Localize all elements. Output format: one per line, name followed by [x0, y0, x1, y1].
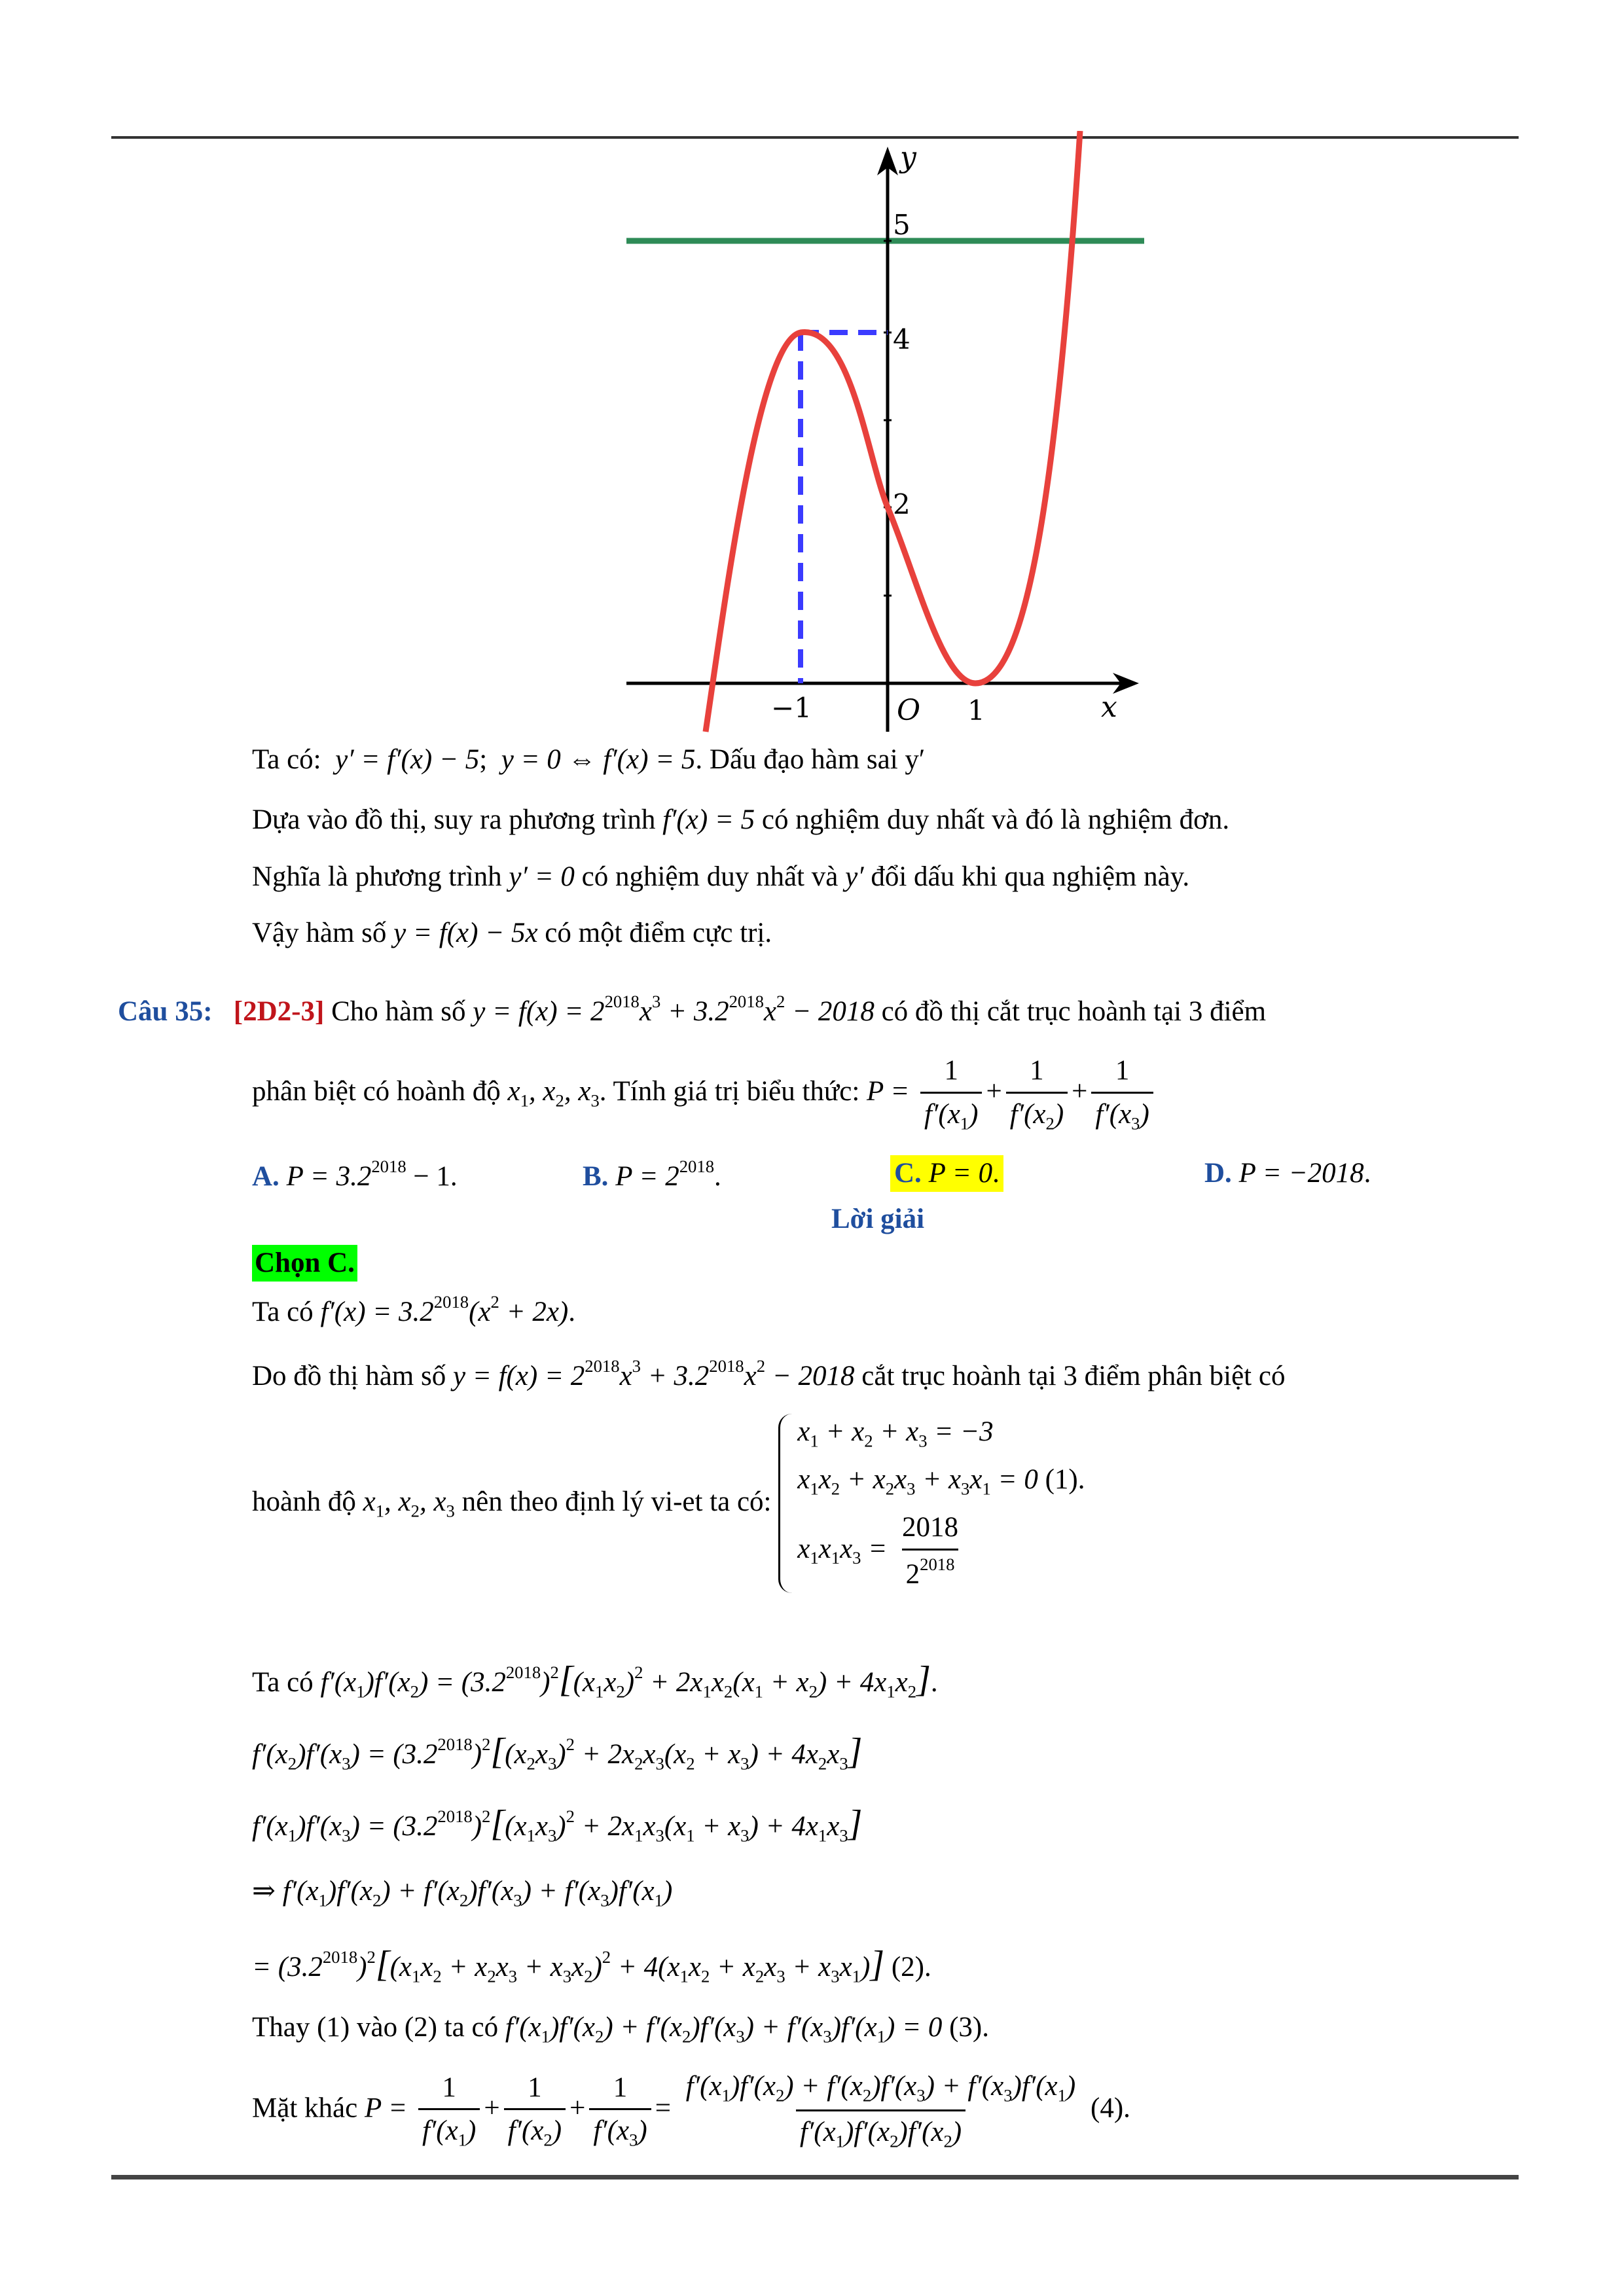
sol35-derivative: Ta có $f'(x) = 3.2^{2018}(x^2 + 2x)$. — [252, 1292, 575, 1327]
tick-label-minus1: −1 — [771, 692, 812, 724]
option-b[interactable]: B. $P = 2^{2018}$. — [583, 1157, 721, 1192]
sol35-product-12: Ta có $f'(x_1)f'(x_2) = (3.2^{2018})^2[(x_1x_2)^2 + 2x_1x_2(x_1 + x_2) + 4x_1x_2]$. — [252, 1659, 938, 1702]
option-a[interactable]: A. $P = 3.2^{2018} - 1$. — [252, 1157, 458, 1192]
question-tag: [2D2-3] — [233, 996, 325, 1027]
sol35-substitution: Thay (1) vào (2) ta có $f'(x_1)f'(x_2) + f'(x_2)f'(x_3) + f'(x_3)f'(x_1) = 0$ (3). — [252, 2012, 989, 2047]
option-c[interactable]: C. P = 0. — [890, 1155, 1003, 1192]
function-graph — [615, 131, 1165, 740]
sol35-product-13: $f'(x_1)f'(x_3) = (3.2^{2018})^2[(x_1x_3)^2 + 2x_1x_3(x_1 + x_3) + 4x_1x_3]$ — [252, 1803, 863, 1846]
y-axis-label: y — [900, 141, 916, 174]
sol34-line4: Vậy hàm số y = f(x) − 5x có một điểm cực trị. — [252, 918, 772, 948]
x-axis-label: x — [1101, 691, 1117, 724]
sol35-sum-lhs: ⇒ $f'(x_1)f'(x_2) + f'(x_2)f'(x_3) + f'(x_3)f'(x_1)$ — [252, 1876, 673, 1910]
footer-rule — [111, 2175, 1519, 2179]
tick-label-2: 2 — [893, 488, 911, 520]
sol34-line1: Ta có: y′ = f′(x) − 5; y = 0 ⇔ f′(x) = 5. Dấu đạo hàm sai y′ — [252, 744, 926, 775]
sol35-mat-khac: Mặt khác P = $\frac{1}{f'(x_1)}$ + $\frac{1}{f'(x_2)}$ + $\frac{1}{f'(x_3)}$ = $\frac{f'(x_1)f'(x_2) + f'(x_2)f'(x_3) + f'(x_3)f'(x_1)}{f'(x_1)f'(x_2)f'(x_2)}$ (4). — [252, 2068, 1130, 2153]
q35-stem-line1: Câu 35: [2D2-3] Cho hàm số $y = f(x) = 2^{2018}x^3 + 3.2^{2018}x^2 - 2018$ có đồ thị cắt trục hoành tại 3 điểm — [118, 992, 1267, 1027]
tick-label-1: 1 — [967, 694, 985, 726]
option-d[interactable]: D. P = −2018. — [1204, 1158, 1371, 1189]
sol35-sum-rhs: = $(3.2^{2018})^2[(x_1x_2 + x_2x_3 + x_3x_2)^2 + 4(x_1x_2 + x_2x_3 + x_3x_1)]$ (2). — [252, 1944, 931, 1986]
sol34-line2: Dựa vào đồ thị, suy ra phương trình f′(x) = 5 có nghiệm duy nhất và đó là nghiệm đơn. — [252, 804, 1230, 835]
sol35-vieta: hoành độ $x_1$, $x_2$, $x_3$ nên theo định lý vi-et ta có: $x_1 + x_2 + x_3 = -3$ $x_1x_2 + x_2x_3 + x_3x_1 = 0$ (1). $x_1x_1x_3$ = $\frac{2018}{2^{2018}}$ — [252, 1414, 1085, 1593]
solution-title: Lời giải — [831, 1204, 925, 1234]
origin-label: O — [897, 694, 921, 727]
sol34-line3: Nghĩa là phương trình y′ = 0 có nghiệm duy nhất và y′ đổi dấu khi qua nghiệm này. — [252, 861, 1190, 892]
question-label: Câu 35: — [118, 996, 213, 1027]
vieta-system: $x_1 + x_2 + x_3 = -3$ $x_1x_2 + x_2x_3 + x_3x_1 = 0$ (1). $x_1x_1x_3$ = $\frac{2018}{2^{2018}}$ — [778, 1414, 1085, 1593]
sol35-product-23: $f'(x_2)f'(x_3) = (3.2^{2018})^2[(x_2x_3)^2 + 2x_2x_3(x_2 + x_3) + 4x_2x_3]$ — [252, 1731, 863, 1774]
sol35-line2: Do đồ thị hàm số $y = f(x) = 2^{2018}x^3 + 3.2^{2018}x^2 - 2018$ cắt trục hoành tại 3 điểm phân biệt có — [252, 1356, 1286, 1391]
q35-stem-line2: phân biệt có hoành độ $x_1$, $x_2$, $x_3$. Tính giá trị biểu thức: P = $\frac{1}{f'(x_1)}$ + $\frac{1}{f'(x_2)}$ + $\frac{1}{f'(x_3)}$ — [252, 1052, 1157, 1135]
tick-label-5: 5 — [893, 209, 911, 241]
answer-choice: Chọn C. — [252, 1245, 357, 1282]
tick-label-4: 4 — [893, 323, 911, 355]
